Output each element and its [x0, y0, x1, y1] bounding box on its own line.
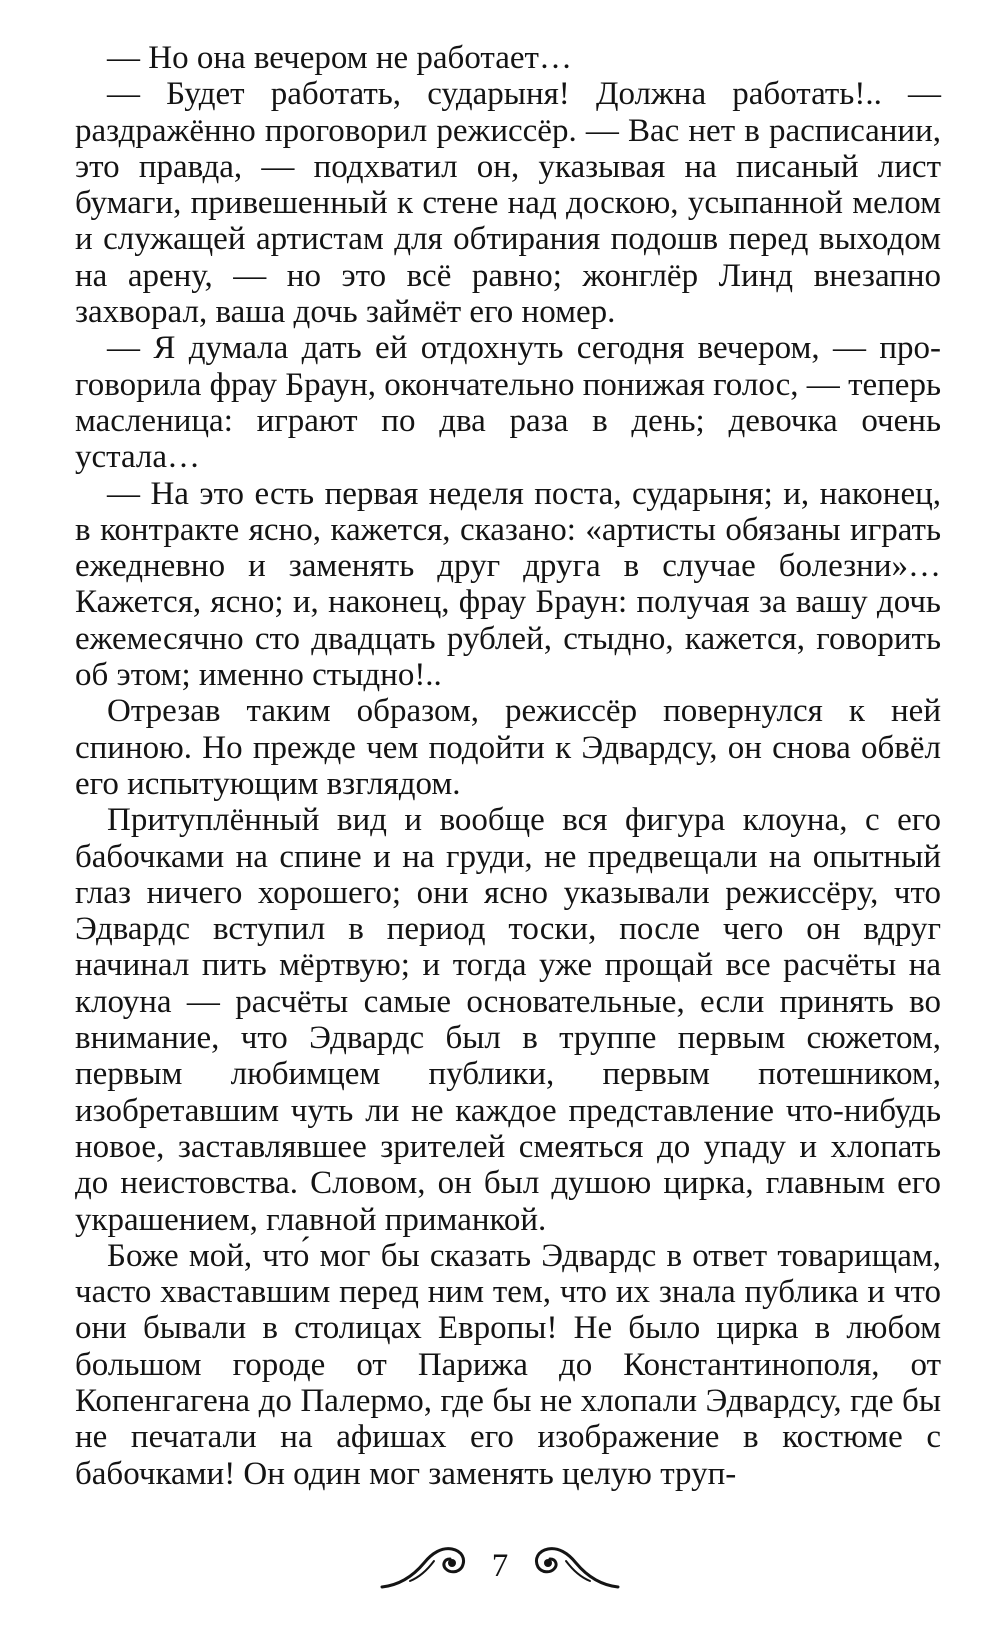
paragraph-1: — Но она вечером не работает…: [107, 40, 572, 76]
page-text: [75, 40, 941, 1492]
paragraph-4: — На это есть первая неделя поста, сударыня; и, наконец, в контракте ясно, кажется, сказано: «артисты обязаны играть ежедневно и заменять друг друга в случае болезни»… Кажется, ясно; и, наконец, фрау Браун: получая за вашу дочь ежемесячно сто двадцать рублей, стыдно, кажется, говорить об этом; именно стыдно!..: [75, 475, 941, 694]
swirl-ornament-right-icon: [530, 1541, 620, 1591]
paragraph-7: Боже мой, что́ мог бы сказать Эдвардс в ответ товарищам, часто хваставшим перед ним тем, что их знала публика и что они бывали в столицах Европы! Не было цирка в любом большом городе от Парижа до Константинополя, от Копенгагена до Палермо, где бы не хлопали Эдвардсу, где бы не печатали на афишах его изображение в костюме с бабочками! Он один мог заменять целую труп-: [75, 1237, 941, 1492]
paragraph-6: Притуплённый вид и вообще вся фигура клоуна, с его бабочками на спине и на груди, не предвещали на опытный глаз ничего хорошего; они ясно указывали режиссёру, что Эдвардс вступил в период тоски, после чего он вдруг начинал пить мёртвую; и тогда уже прощай все расчёты на клоуна — расчёты самые основательные, если принять во внимание, что Эдвардс был в труппе первым сюжетом, первым любимцем публики, первым потешником, изобретавшим чуть ли не каждое представление что-нибудь новое, заставлявшее зрителей смеяться до упаду и хлопать до неистовства. Словом, он был душою цирка, главным его украшением, главной приманкой.: [75, 802, 941, 1238]
paragraph-5: Отрезав таким образом, режиссёр повернулся к ней спиною. Но прежде чем подойти к Эдвардсу, он снова обвёл его испытующим взглядом.: [75, 693, 941, 802]
paragraph-2: — Будет работать, сударыня! Должна работать!.. — раздражённо проговорил режиссёр. — Вас нет в расписании, это правда, — подхватил он, указывая на писаный лист бумаги, привешенный к стене над доскою, усыпанной мелом и служащей артистам для обтирания подошв перед выходом на арену, — но это всё равно; жонглёр Линд внезапно захворал, ваша дочь займёт его номер.: [75, 76, 941, 331]
page-footer: [0, 1536, 1000, 1596]
paragraph-3: — Я думала дать ей отдохнуть сегодня вечером, — проговорила фрау Браун, окончательно понижая голос, — теперь масленица: играют по два раза в день; девочка очень устала…: [75, 330, 941, 476]
page-number: 7: [491, 1547, 509, 1584]
swirl-ornament-left-icon: [380, 1541, 470, 1591]
